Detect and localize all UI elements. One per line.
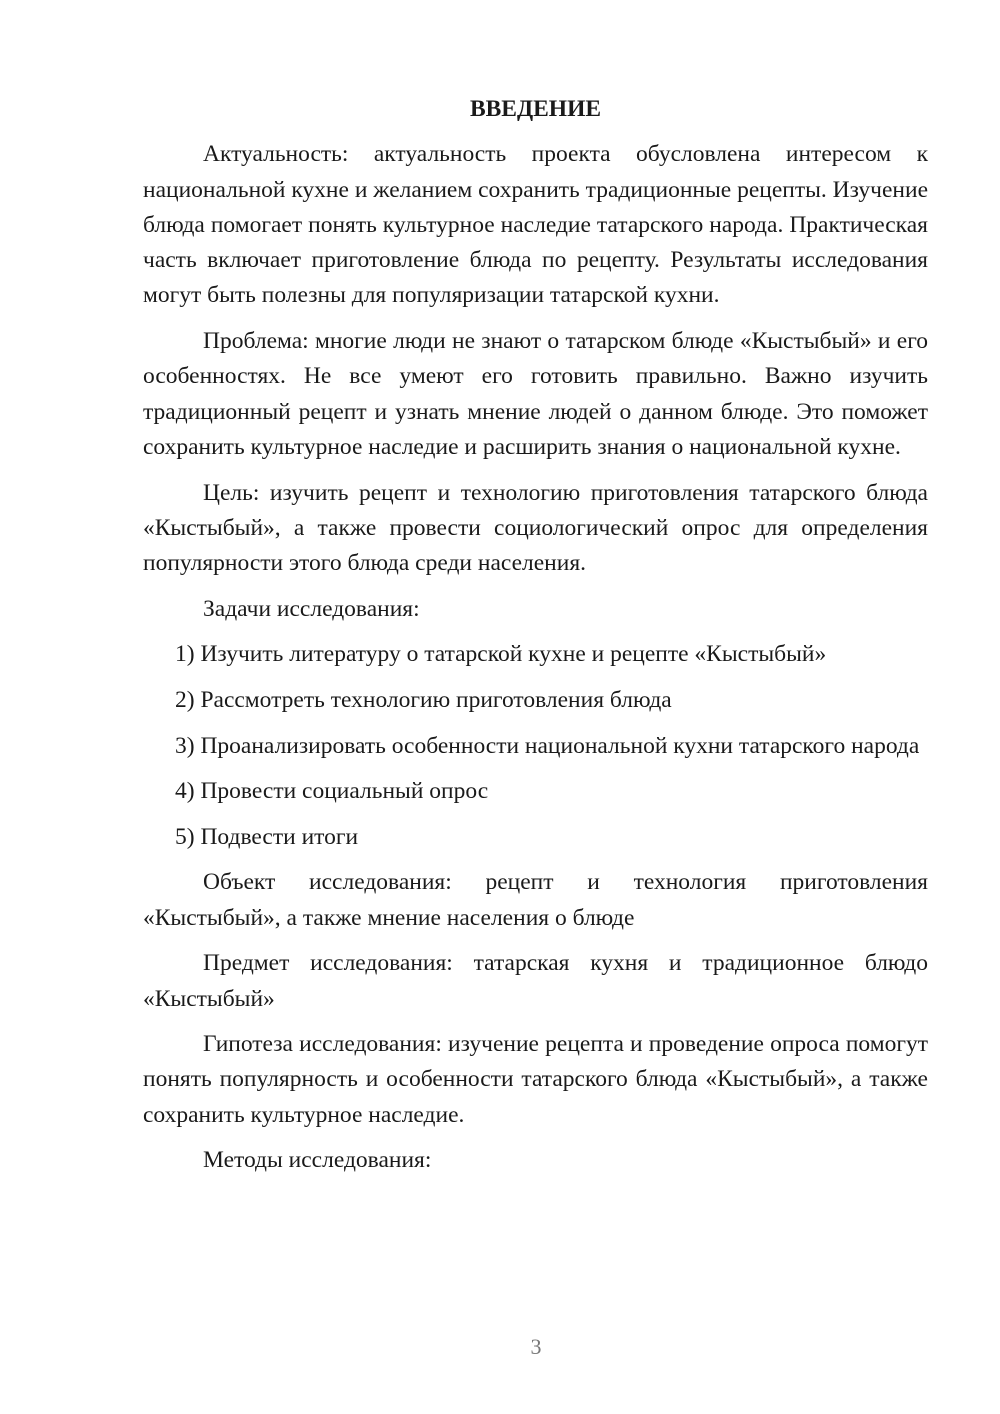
task-item: 2) Рассмотреть технологию приготовления блюда: [175, 686, 672, 713]
goal-paragraph: Цель: изучить рецепт и технологию приготовления татарского блюда «Кыстыбый», а также провести социологический опрос для определения популярности этого блюда среди населения.: [143, 479, 928, 577]
hypothesis-paragraph: Гипотеза исследования: изучение рецепта и проведение опроса помогут понять популярность и особенности татарского блюда «Кыстыбый», а также сохранить культурное наследие.: [143, 1031, 928, 1128]
tasks-heading: Задачи исследования:: [203, 595, 420, 622]
problem-paragraph: Проблема: многие люди не знают о татарском блюде «Кыстыбый» и его особенностях. Не все умеют его готовить правильно. Важно изучить традиционный рецепт и узнать мнение людей о данном блюде. Это поможет сохранить культурное наследие и расширить знания о национальной кухне.: [143, 328, 928, 460]
methods-heading: Методы исследования:: [203, 1147, 432, 1174]
section-title: ВВЕДЕНИЕ: [469, 96, 602, 122]
tasks-list: [143, 637, 928, 855]
subject-paragraph: Предмет исследования: татарская кухня и традиционное блюдо «Кыстыбый»: [143, 950, 928, 1012]
relevance-paragraph: Актуальность: актуальность проекта обусловлена интересом к национальной кухне и желанием сохранить традиционные рецепты. Изучение блюда помогает понять культурное наследие татарского народа. Практическая часть включает приготовление блюда по рецепту. Результаты исследования могут быть полезны для популяризации татарской кухни.: [143, 141, 928, 309]
task-item: 3) Проанализировать особенности национальной кухни татарского народа: [175, 732, 920, 759]
task-item: 1) Изучить литературу о татарской кухне и рецепте «Кыстыбый»: [175, 641, 827, 668]
task-item: 4) Провести социальный опрос: [175, 778, 489, 805]
page-number: 3: [530, 1334, 542, 1359]
task-item: 5) Подвести итоги: [175, 823, 359, 850]
object-paragraph: Объект исследования: рецепт и технология приготовления «Кыстыбый», а также мнение населения о блюде: [143, 869, 928, 931]
page-content: [143, 92, 928, 1189]
